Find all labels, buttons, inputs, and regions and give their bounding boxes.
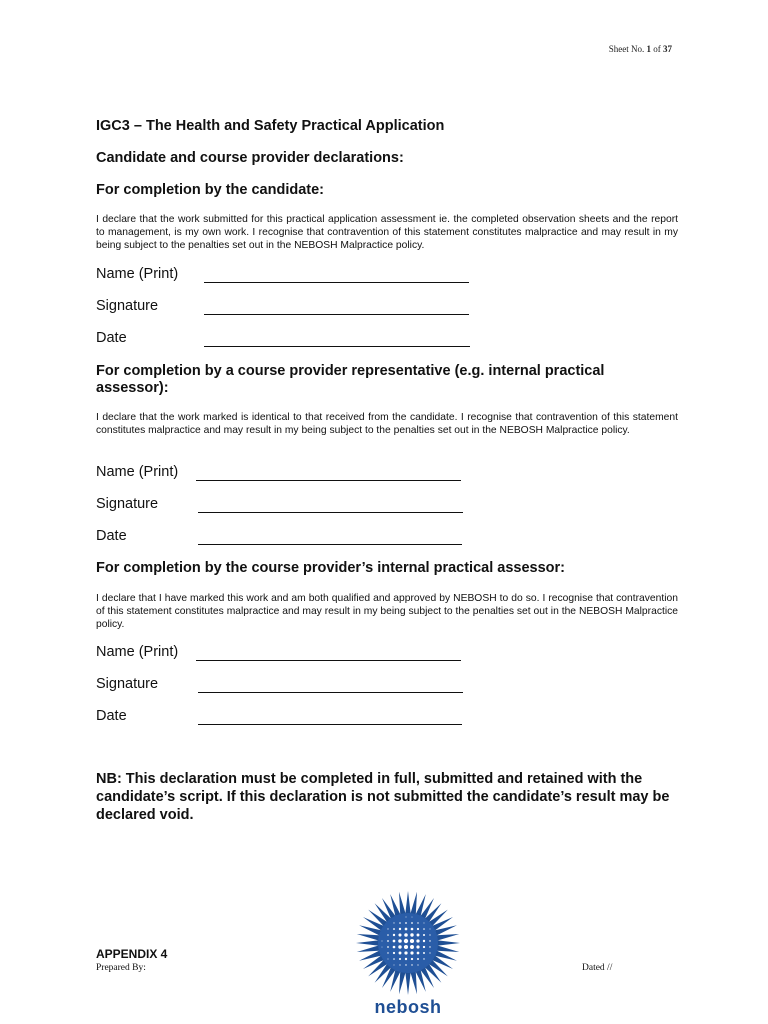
representative-signature-label: Signature: [96, 496, 159, 512]
representative-name-label: Name (Print): [96, 464, 179, 480]
sheet-no: 1: [646, 44, 651, 54]
logo-globe-dot: [387, 946, 389, 948]
nebosh-logo: [353, 890, 463, 1024]
assessor-declaration-text: I declare that I have marked this work and am both qualified and approved by NEBOSH to do so. I recognise that contravention of this statement constitutes malpractice and may result in my being subject to the penalties set out in the NEBOSH Malpractice policy.: [96, 593, 678, 630]
candidate-heading: For completion by the candidate:: [96, 182, 324, 198]
assessor-date-line[interactable]: [198, 710, 462, 725]
sheet-prefix: Sheet No.: [608, 44, 645, 54]
logo-globe-dot: [417, 928, 419, 930]
logo-globe-dot: [404, 939, 408, 943]
logo-globe-dot: [399, 928, 401, 930]
logo-globe-dot: [423, 940, 425, 942]
logo-globe-dot: [411, 922, 413, 924]
logo-globe-dot: [405, 958, 407, 960]
representative-heading: For completion by a course provider representative (e.g. internal practical assessor):: [96, 363, 605, 396]
logo-globe-dot: [411, 958, 413, 960]
logo-globe-dot: [399, 958, 401, 960]
representative-name-line[interactable]: [196, 466, 461, 481]
logo-globe-dot: [417, 952, 420, 955]
representative-date-label: Date: [96, 528, 127, 544]
logo-globe-dot: [411, 928, 414, 931]
logo-globe-dot: [405, 928, 408, 931]
logo-globe-dot: [393, 946, 396, 949]
logo-globe-dot: [423, 934, 425, 936]
logo-globe-dot: [423, 952, 425, 954]
assessor-signature-line[interactable]: [198, 678, 463, 693]
logo-globe-dot: [417, 958, 419, 960]
logo-globe-dot: [411, 964, 412, 965]
logo-globe-dot: [399, 922, 401, 924]
logo-globe-dot: [387, 940, 389, 942]
logo-globe-dot: [410, 933, 413, 936]
assessor-date-label: Date: [96, 708, 127, 724]
assessor-name-label: Name (Print): [96, 644, 179, 660]
logo-globe: [378, 913, 438, 973]
logo-globe-dot: [387, 952, 388, 953]
logo-globe-dot: [429, 934, 430, 935]
logo-globe-dot: [393, 940, 396, 943]
logo-globe-dot: [393, 958, 395, 960]
representative-signature-line[interactable]: [198, 498, 463, 513]
logo-globe-dot: [404, 945, 408, 949]
logo-globe-dot: [410, 945, 414, 949]
nb-notice: NB: This declaration must be completed in full, submitted and retained with the candidate’s script. If this declaration is not submitted the candidate’s result may be declared void.: [96, 771, 670, 823]
dated-label: Dated //: [582, 963, 613, 973]
logo-globe-dot: [387, 934, 389, 936]
logo-text: nebosh: [374, 997, 442, 1017]
candidate-date-line[interactable]: [204, 332, 470, 347]
candidate-date-label: Date: [96, 330, 127, 346]
logo-globe-dot: [424, 923, 425, 924]
representative-date-line[interactable]: [198, 530, 462, 545]
logo-globe-dot: [398, 939, 402, 943]
representative-declaration-text: I declare that the work marked is identical to that received from the candidate. I recognise that contravention of this statement constitutes malpractice and may result in my being subject to the penalties set out in the NEBOSH Malpractice policy.: [96, 412, 678, 436]
logo-globe-dot: [410, 939, 414, 943]
logo-globe-dot: [416, 945, 419, 948]
appendix-label: APPENDIX 4: [96, 947, 168, 961]
candidate-signature-line[interactable]: [204, 300, 469, 315]
logo-globe-dot: [423, 928, 425, 930]
logo-globe-dot: [398, 933, 401, 936]
logo-globe-dot: [417, 934, 420, 937]
logo-globe-dot: [393, 952, 395, 954]
page-title: IGC3 – The Health and Safety Practical Application: [96, 118, 445, 134]
logo-globe-dot: [429, 946, 430, 947]
logo-globe-dot: [423, 958, 424, 959]
logo-globe-dot: [388, 959, 389, 960]
logo-globe-dot: [398, 945, 401, 948]
nebosh-starburst-globe-icon: [353, 890, 463, 996]
logo-globe-dot: [430, 929, 431, 930]
logo-globe-dot: [423, 946, 425, 948]
candidate-declaration-text: I declare that the work submitted for this practical application assessment ie. the completed observation sheets and the report to management, is my own work. I recognise that contravention of this statement constitutes malpractice and may result in my being subject to the penalties set out in the NEBOSH Malpractice policy.: [96, 214, 678, 251]
assessor-heading: For completion by the course provider’s internal practical assessor:: [96, 560, 565, 576]
logo-globe-dot: [405, 964, 406, 965]
sheet-total: 37: [663, 44, 672, 54]
logo-globe-dot: [406, 917, 407, 918]
sheet-number: [609, 44, 672, 54]
logo-globe-dot: [382, 947, 383, 948]
logo-globe-dot: [387, 928, 388, 929]
sheet-of: of: [653, 44, 661, 54]
logo-globe-dot: [416, 939, 419, 942]
logo-globe-dot: [405, 922, 407, 924]
assessor-signature-label: Signature: [96, 676, 159, 692]
logo-globe-dot: [393, 928, 395, 930]
logo-globe-dot: [410, 951, 413, 954]
logo-globe-dot: [412, 917, 413, 918]
candidate-signature-label: Signature: [96, 298, 159, 314]
candidate-name-label: Name (Print): [96, 266, 179, 282]
logo-globe-dot: [404, 951, 407, 954]
logo-globe-dot: [429, 952, 430, 953]
logo-globe-dot: [382, 941, 383, 942]
logo-globe-dot: [393, 922, 394, 923]
logo-globe-dot: [394, 965, 395, 966]
logo-globe-dot: [399, 952, 402, 955]
assessor-name-line[interactable]: [196, 646, 461, 661]
logo-globe-dot: [404, 933, 408, 937]
declarations-subtitle: Candidate and course provider declarations:: [96, 150, 404, 166]
logo-globe-dot: [417, 964, 418, 965]
logo-globe-dot: [393, 934, 395, 936]
prepared-by: Prepared By:: [96, 963, 146, 973]
candidate-name-line[interactable]: [204, 268, 469, 283]
logo-globe-dot: [417, 922, 418, 923]
logo-globe-dot: [399, 964, 400, 965]
logo-globe-dot: [429, 940, 430, 941]
